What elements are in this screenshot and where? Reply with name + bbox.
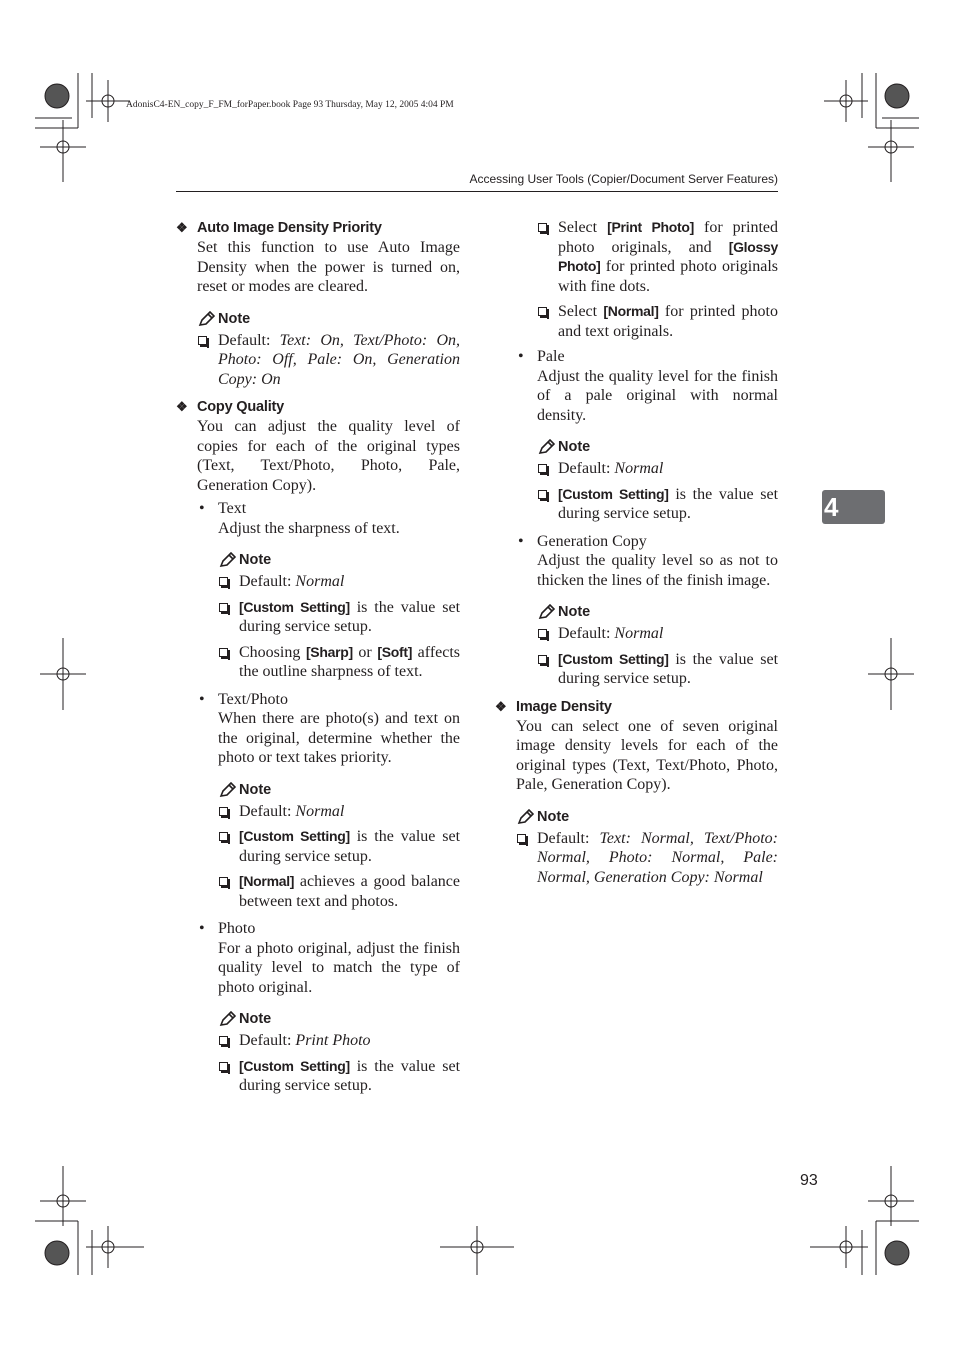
section-body: Set this function to use Auto Image Density when the power is turned on, reset or modes are cleared. xyxy=(197,239,460,295)
pencil-icon xyxy=(218,552,236,568)
pencil-icon xyxy=(218,1011,236,1027)
checkbox-icon xyxy=(219,648,228,657)
pencil-icon xyxy=(197,311,215,327)
list-item: • Generation Copy Adjust the quality level so as not to thicken the lines of the finish image. Note Default: Normal [Custom Setting] is the value set during service setup. xyxy=(518,532,779,687)
pencil-icon xyxy=(537,439,555,455)
section-heading: ❖ Auto Image Density Priority xyxy=(176,220,382,236)
checkbox-icon xyxy=(538,629,547,638)
diamond-icon: ❖ xyxy=(495,698,507,714)
checkbox-icon xyxy=(538,223,547,232)
page-number: 93 xyxy=(800,1172,818,1189)
checkbox-icon xyxy=(219,832,228,841)
section-heading: ❖ Image Density xyxy=(495,698,612,715)
checkbox-icon xyxy=(219,1036,228,1045)
section-body: You can adjust the quality level of copies for each of the original types (Text, Text/Photo, Photo, Pale, Generation Copy). xyxy=(197,418,460,494)
note-item: Default: Text: Normal, Text/Photo: Normal, Photo: Normal, Pale: Normal, Generation Copy: Normal xyxy=(516,829,778,888)
checkbox-icon xyxy=(517,834,526,843)
list-item: • Pale Adjust the quality level for the finish of a pale original with normal density. Note Default: Normal [Custom Setting] is the value set during service setup. xyxy=(518,348,779,522)
note-heading: Note xyxy=(218,550,460,570)
header-rule xyxy=(176,191,778,192)
note-heading: Note xyxy=(516,807,778,827)
pencil-icon xyxy=(516,809,534,825)
pencil-icon xyxy=(218,782,236,798)
chapter-tab: 4 xyxy=(822,490,885,524)
list-item: • Photo For a photo original, adjust the finish quality level to match the type of photo original. Note Default: Print Photo [Custom Setting] is the value set during service setup. xyxy=(199,920,461,1094)
note-item: Select [Normal] for printed photo and text originals. xyxy=(537,302,778,341)
section-body: You can select one of seven original image density levels for each of the original types (Text, Text/Photo, Photo, Pale, Generation Copy). xyxy=(516,717,778,793)
checkbox-icon xyxy=(538,490,547,499)
note-heading: Note xyxy=(197,309,460,329)
checkbox-icon xyxy=(219,577,228,586)
list-item: • Text Adjust the sharpness of text. Note Default: Normal [Custom Setting] is the value set during service setup. Choosing [Sharp] or [Soft] affects the outline sharpness of text. xyxy=(199,500,461,680)
diamond-icon: ❖ xyxy=(176,220,188,235)
file-info: AdonisC4-EN_copy_F_FM_forPaper.book Page 93 Thursday, May 12, 2005 4:04 PM xyxy=(126,100,454,110)
list-item: • Text/Photo When there are photo(s) and text on the original, determine whether the photo or text takes priority. Note Default: Normal [Custom Setting] is the value set during service setup. [Normal] achieves a good balance between text and photos. xyxy=(199,690,461,910)
checkbox-icon xyxy=(219,1062,228,1071)
right-column xyxy=(495,218,778,899)
running-header: Accessing User Tools (Copier/Document Server Features) xyxy=(469,172,778,186)
checkbox-icon xyxy=(198,336,207,345)
note-heading: Note xyxy=(537,602,778,622)
diamond-icon: ❖ xyxy=(176,399,188,414)
note-heading: Note xyxy=(218,780,460,800)
checkbox-icon xyxy=(219,807,228,816)
note-item: Default: Text: On, Text/Photo: On, Photo: Off, Pale: On, Generation Copy: On xyxy=(197,331,460,390)
checkbox-icon xyxy=(538,655,547,664)
pencil-icon xyxy=(537,604,555,620)
left-column xyxy=(176,218,460,1108)
checkbox-icon xyxy=(219,877,228,886)
note-item: Select [Print Photo] for printed photo originals, and [Glossy Photo] for printed photo originals with fine dots. xyxy=(537,218,778,296)
checkbox-icon xyxy=(219,603,228,612)
section-heading: ❖ Copy Quality xyxy=(176,399,285,415)
note-heading: Note xyxy=(218,1009,460,1029)
checkbox-icon xyxy=(538,464,547,473)
note-heading: Note xyxy=(537,437,778,457)
checkbox-icon xyxy=(538,307,547,316)
